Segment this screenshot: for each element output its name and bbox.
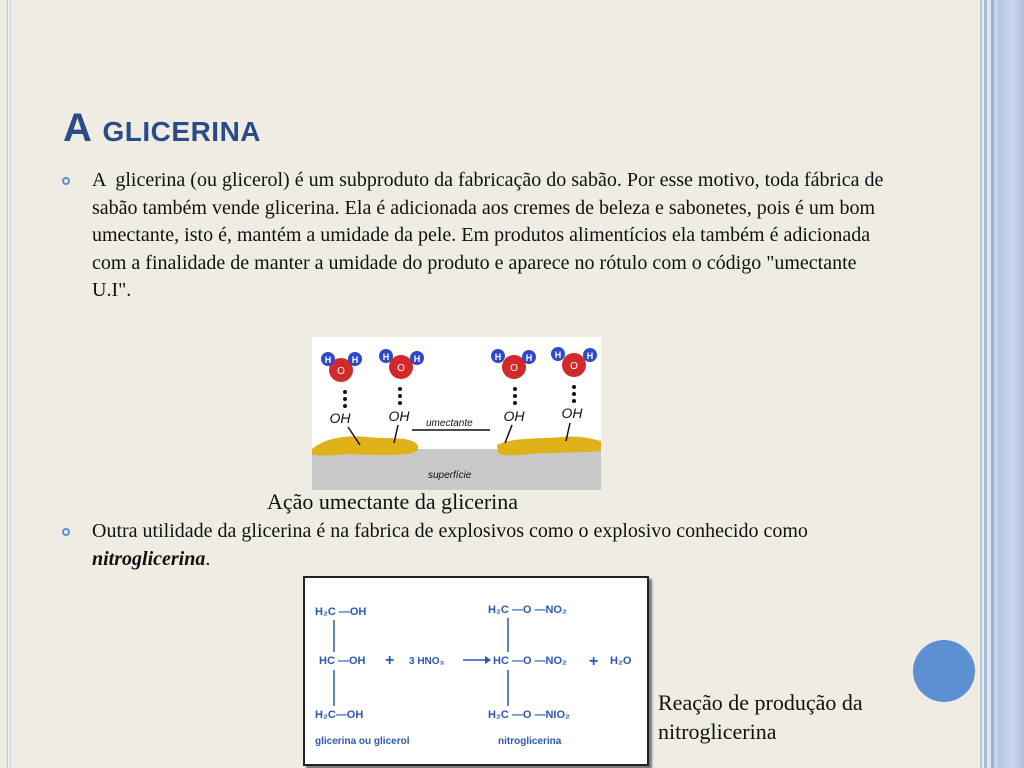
slide-title: A glicerina [63, 106, 262, 150]
reaction-caption: Reação de produção da nitroglicerina [658, 690, 863, 744]
product-mid-group: HC —O —NO₂ [493, 655, 567, 667]
right-decorative-shade [998, 0, 1024, 768]
left-border-line-inner [10, 0, 11, 768]
umectante-figure [312, 337, 601, 490]
o-atom-label: O [510, 363, 518, 374]
reaction-diagram [305, 578, 647, 764]
left-border-line [7, 0, 8, 768]
bullet-2-prefix: Outra utilidade da glicerina é na fabrica de explosivos como o explosivo conhecido como [92, 520, 813, 542]
glycerol-bottom-group: H₂C—OH [315, 709, 364, 721]
h-atom-label: H [351, 355, 359, 365]
product-top-group: H₂C —O —NO₂ [488, 604, 567, 616]
glycerol-mid-group: HC —OH [319, 655, 366, 667]
oh-group-label: OH [329, 410, 351, 426]
water-molecule-3 [491, 349, 536, 379]
reaction-figure [303, 576, 649, 766]
water-molecule-1 [321, 352, 362, 382]
decorative-circle [913, 640, 975, 702]
h-atom-label: H [525, 353, 533, 363]
bullet-1-text: A glicerina (ou glicerol) é um subproduto da fabricação do sabão. Por esse motivo, toda fábrica de sabão também vende glicerina. Ela é adicionada aos cremes de beleza e sabonetes, pois é um bom umectante, isto é, mantém a umidade da pele. Em produtos alimentícios ela também é adicionada com a finalidade de manter a umidade do produto e aparece no rótulo com o código "umectante U.I". [92, 169, 889, 301]
nitroglicerina-emphasis: nitroglicerina [92, 547, 206, 570]
bullet-ring-icon [62, 528, 70, 536]
nitroglycerin-label: nitroglicerina [498, 736, 562, 747]
o-atom-label: O [337, 366, 345, 377]
bullet-ring-icon [62, 177, 70, 185]
plus-sign: + [385, 652, 395, 669]
umectante-blob-left [312, 436, 418, 455]
product-bottom-group: H₂C —O —NIO₂ [488, 709, 570, 721]
water-molecule-4 [551, 347, 597, 377]
h-atom-label: H [382, 352, 390, 362]
hydrogen-bond-dots [343, 385, 576, 408]
h-atom-label: H [554, 350, 562, 360]
bullet-2-text [92, 518, 892, 573]
o-atom-label: O [570, 361, 578, 372]
umectante-diagram [312, 337, 601, 490]
bullet-paragraph-2 [92, 518, 892, 573]
oh-group-label: OH [388, 408, 410, 424]
water-molecule-2 [379, 349, 424, 379]
glycerol-top-group: H₂C —OH [315, 606, 367, 618]
oh-group-label: OH [503, 408, 525, 424]
plus-sign: + [589, 653, 599, 670]
h-atom-label: H [413, 354, 421, 364]
o-atom-label: O [397, 363, 405, 374]
umectante-label: umectante [426, 418, 473, 429]
oh-group-label: OH [561, 405, 583, 421]
glycerol-label: glicerina ou glicerol [315, 736, 410, 747]
reaction-arrow-icon [485, 656, 491, 664]
h-atom-label: H [494, 352, 502, 362]
umectante-caption: Ação umectante da glicerina [267, 489, 519, 514]
water-product: H₂O [610, 655, 632, 667]
bullet-2-suffix: . [205, 547, 211, 570]
h-atom-label: H [324, 355, 332, 365]
superficie-label: superfície [428, 470, 472, 481]
nitric-acid-reagent: 3 HNO₃ [409, 656, 445, 667]
h-atom-label: H [586, 351, 594, 361]
bullet-paragraph-1 [92, 167, 892, 305]
